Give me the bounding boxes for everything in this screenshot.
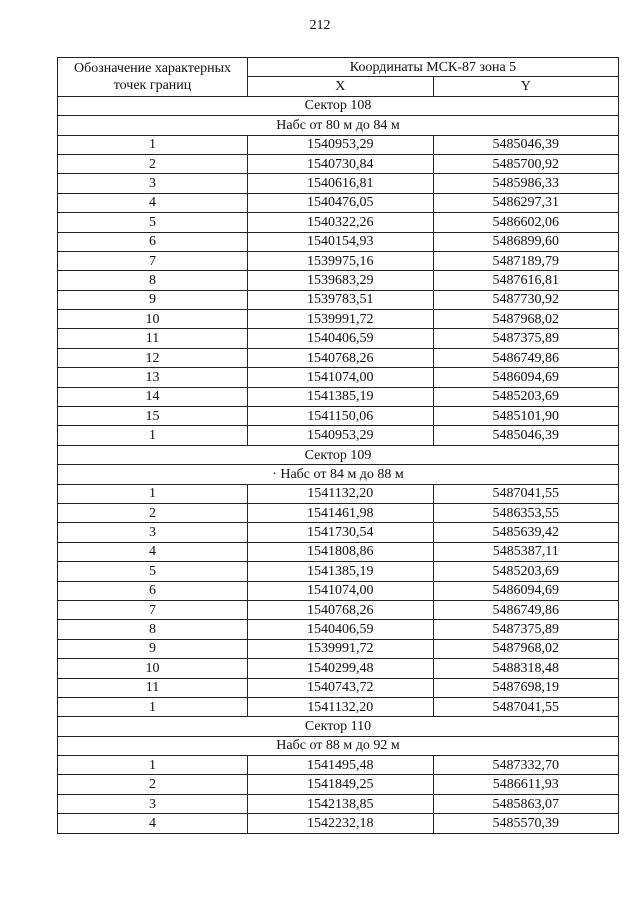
table-row (58, 581, 619, 600)
point-cell: 14 (58, 387, 248, 406)
x-coordinate-cell: 1540953,29 (248, 426, 434, 445)
x-coordinate-cell: 1540476,05 (248, 193, 434, 212)
y-coordinate-cell: 5485387,11 (433, 542, 619, 561)
x-coordinate-cell: 1539975,16 (248, 251, 434, 270)
table-row (58, 814, 619, 833)
table-row (58, 620, 619, 639)
x-coordinate-cell: 1540616,81 (248, 174, 434, 193)
point-cell: 15 (58, 407, 248, 426)
point-cell: 9 (58, 290, 248, 309)
sector-title-row (58, 96, 619, 115)
x-coordinate-cell: 1542232,18 (248, 814, 434, 833)
table-row (58, 794, 619, 813)
sector-height-row (58, 465, 619, 484)
y-coordinate-cell: 5486094,69 (433, 581, 619, 600)
table-row (58, 659, 619, 678)
sector-title: Сектор 108 (58, 96, 619, 115)
table-row (58, 174, 619, 193)
y-coordinate-cell: 5486749,86 (433, 348, 619, 367)
table-row (58, 484, 619, 503)
table-row (58, 310, 619, 329)
point-column-header-line-2: точек границ (113, 77, 192, 93)
x-coordinate-cell: 1540406,59 (248, 620, 434, 639)
y-coordinate-cell: 5488318,48 (433, 659, 619, 678)
table-row (58, 600, 619, 619)
point-cell: 11 (58, 678, 248, 697)
point-cell: 9 (58, 639, 248, 658)
x-coordinate-cell: 1541495,48 (248, 756, 434, 775)
y-coordinate-cell: 5487041,55 (433, 484, 619, 503)
point-cell: 8 (58, 620, 248, 639)
y-coordinate-cell: 5485863,07 (433, 794, 619, 813)
point-cell: 6 (58, 232, 248, 251)
x-coordinate-cell: 1540953,29 (248, 135, 434, 154)
table-row (58, 426, 619, 445)
point-cell: 12 (58, 348, 248, 367)
x-coordinate-cell: 1541074,00 (248, 581, 434, 600)
x-coordinate-cell: 1539991,72 (248, 310, 434, 329)
table-row (58, 232, 619, 251)
x-coordinate-cell: 1540730,84 (248, 154, 434, 173)
table-row (58, 329, 619, 348)
y-coordinate-cell: 5485203,69 (433, 562, 619, 581)
y-coordinate-cell: 5487375,89 (433, 329, 619, 348)
sector-height-row (58, 116, 619, 135)
y-coordinate-cell: 5487332,70 (433, 756, 619, 775)
table-row (58, 387, 619, 406)
y-coordinate-cell: 5487730,92 (433, 290, 619, 309)
x-coordinate-cell: 1541808,86 (248, 542, 434, 561)
sector-height-row (58, 736, 619, 755)
table-row (58, 756, 619, 775)
table-row (58, 348, 619, 367)
coordinates-header: Координаты МСК-87 зона 5 (248, 58, 619, 77)
y-coordinate-cell: 5487616,81 (433, 271, 619, 290)
point-cell: 10 (58, 659, 248, 678)
point-cell: 5 (58, 213, 248, 232)
table-row (58, 523, 619, 542)
point-cell: 1 (58, 426, 248, 445)
table-row (58, 503, 619, 522)
y-coordinate-cell: 5486899,60 (433, 232, 619, 251)
table-row (58, 290, 619, 309)
sector-height-range: · Набс от 84 м до 88 м (58, 465, 619, 484)
point-cell: 11 (58, 329, 248, 348)
y-column-header: Y (433, 77, 619, 96)
table-row (58, 562, 619, 581)
y-coordinate-cell: 5487968,02 (433, 639, 619, 658)
table-row (58, 154, 619, 173)
y-coordinate-cell: 5485203,69 (433, 387, 619, 406)
table-row (58, 193, 619, 212)
sector-height-range: Набс от 80 м до 84 м (58, 116, 619, 135)
point-cell: 10 (58, 310, 248, 329)
x-coordinate-cell: 1540768,26 (248, 600, 434, 619)
point-cell: 2 (58, 775, 248, 794)
point-cell: 4 (58, 814, 248, 833)
x-coordinate-cell: 1540322,26 (248, 213, 434, 232)
table-header-row-1 (58, 58, 619, 77)
table-row (58, 368, 619, 387)
y-coordinate-cell: 5486297,31 (433, 193, 619, 212)
point-cell: 1 (58, 135, 248, 154)
point-cell: 1 (58, 697, 248, 716)
point-cell: 7 (58, 600, 248, 619)
y-coordinate-cell: 5485639,42 (433, 523, 619, 542)
table-row (58, 407, 619, 426)
point-cell: 4 (58, 193, 248, 212)
point-cell: 3 (58, 794, 248, 813)
y-coordinate-cell: 5485046,39 (433, 135, 619, 154)
sector-title: Сектор 109 (58, 445, 619, 464)
table-row (58, 542, 619, 561)
point-cell: 13 (58, 368, 248, 387)
y-coordinate-cell: 5485700,92 (433, 154, 619, 173)
x-coordinate-cell: 1541730,54 (248, 523, 434, 542)
sector-title: Сектор 110 (58, 717, 619, 736)
boundary-coordinates-table (57, 57, 619, 834)
y-coordinate-cell: 5485986,33 (433, 174, 619, 193)
point-cell: 5 (58, 562, 248, 581)
y-coordinate-cell: 5487189,79 (433, 251, 619, 270)
y-coordinate-cell: 5485046,39 (433, 426, 619, 445)
x-coordinate-cell: 1541385,19 (248, 387, 434, 406)
sector-title-row (58, 445, 619, 464)
y-coordinate-cell: 5487968,02 (433, 310, 619, 329)
table-row (58, 135, 619, 154)
point-cell: 2 (58, 154, 248, 173)
y-coordinate-cell: 5487698,19 (433, 678, 619, 697)
x-coordinate-cell: 1542138,85 (248, 794, 434, 813)
x-coordinate-cell: 1541150,06 (248, 407, 434, 426)
sector-height-range: Набс от 88 м до 92 м (58, 736, 619, 755)
y-coordinate-cell: 5487041,55 (433, 697, 619, 716)
y-coordinate-cell: 5486749,86 (433, 600, 619, 619)
y-coordinate-cell: 5486602,06 (433, 213, 619, 232)
point-cell: 2 (58, 503, 248, 522)
point-cell: 8 (58, 271, 248, 290)
x-coordinate-cell: 1539683,29 (248, 271, 434, 290)
table-row (58, 639, 619, 658)
point-cell: 3 (58, 174, 248, 193)
point-cell: 3 (58, 523, 248, 542)
table-row (58, 678, 619, 697)
x-coordinate-cell: 1539991,72 (248, 639, 434, 658)
y-coordinate-cell: 5485570,39 (433, 814, 619, 833)
x-coordinate-cell: 1541461,98 (248, 503, 434, 522)
point-cell: 7 (58, 251, 248, 270)
x-coordinate-cell: 1541074,00 (248, 368, 434, 387)
x-coordinate-cell: 1540154,93 (248, 232, 434, 251)
x-coordinate-cell: 1539783,51 (248, 290, 434, 309)
table-row (58, 697, 619, 716)
point-column-header-line-1: Обозначение характерных (74, 60, 231, 76)
y-coordinate-cell: 5486094,69 (433, 368, 619, 387)
x-coordinate-cell: 1541849,25 (248, 775, 434, 794)
table-row (58, 775, 619, 794)
x-coordinate-cell: 1540299,48 (248, 659, 434, 678)
x-coordinate-cell: 1540768,26 (248, 348, 434, 367)
x-coordinate-cell: 1540406,59 (248, 329, 434, 348)
x-coordinate-cell: 1540743,72 (248, 678, 434, 697)
x-coordinate-cell: 1541132,20 (248, 697, 434, 716)
x-column-header: X (248, 77, 434, 96)
y-coordinate-cell: 5486611,93 (433, 775, 619, 794)
point-cell: 1 (58, 484, 248, 503)
y-coordinate-cell: 5486353,55 (433, 503, 619, 522)
point-cell: 1 (58, 756, 248, 775)
x-coordinate-cell: 1541132,20 (248, 484, 434, 503)
point-column-header (58, 58, 248, 97)
x-coordinate-cell: 1541385,19 (248, 562, 434, 581)
sector-title-row (58, 717, 619, 736)
table-row (58, 271, 619, 290)
y-coordinate-cell: 5487375,89 (433, 620, 619, 639)
page-number: 212 (309, 18, 331, 33)
table-row (58, 251, 619, 270)
point-cell: 6 (58, 581, 248, 600)
y-coordinate-cell: 5485101,90 (433, 407, 619, 426)
table-row (58, 213, 619, 232)
point-cell: 4 (58, 542, 248, 561)
